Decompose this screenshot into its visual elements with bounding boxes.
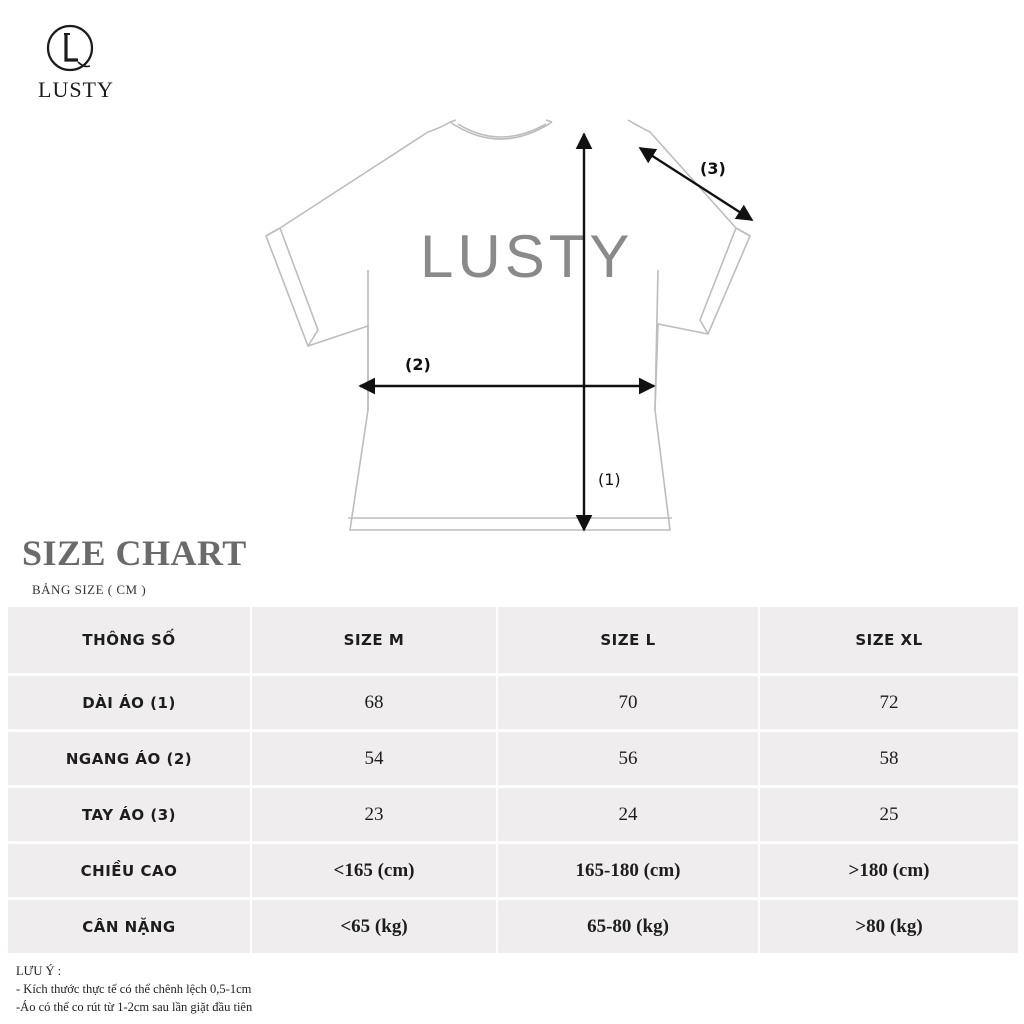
table-cell: <165 (cm) — [252, 844, 496, 897]
table-header-cell: THÔNG SỐ — [8, 607, 250, 673]
label-length: (1) — [598, 470, 621, 489]
table-cell: 68 — [252, 676, 496, 729]
table-header-cell: SIZE L — [498, 607, 758, 673]
table-cell: 54 — [252, 732, 496, 785]
table-cell: 72 — [760, 676, 1018, 729]
table-cell: >180 (cm) — [760, 844, 1018, 897]
label-width: (2) — [405, 355, 431, 374]
table-row-label: CHIỀU CAO — [8, 844, 250, 897]
logo-text: LUSTY — [38, 77, 114, 102]
page-title: SIZE CHART — [22, 533, 247, 573]
table-cell: 25 — [760, 788, 1018, 841]
table-header-cell: SIZE XL — [760, 607, 1018, 673]
table-row-label: DÀI ÁO (1) — [8, 676, 250, 729]
table-cell: >80 (kg) — [760, 900, 1018, 953]
table-cell: 24 — [498, 788, 758, 841]
sleeve-arrow — [640, 148, 752, 220]
page-subtitle: BẢNG SIZE ( CM ) — [32, 582, 147, 597]
notes — [16, 962, 252, 1016]
brand-watermark: LUSTY — [420, 223, 634, 290]
note-line: - Kích thước thực tế có thể chênh lệch 0,5-1cm — [16, 982, 252, 996]
table-cell: 70 — [498, 676, 758, 729]
table-cell: <65 (kg) — [252, 900, 496, 953]
table-row-label: CÂN NẶNG — [8, 900, 250, 953]
notes-heading: LƯU Ý : — [16, 964, 62, 978]
table-cell: 65-80 (kg) — [498, 900, 758, 953]
table-row-label: NGANG ÁO (2) — [8, 732, 250, 785]
table-cell: 23 — [252, 788, 496, 841]
label-sleeve: (3) — [700, 159, 726, 178]
table-header-cell: SIZE M — [252, 607, 496, 673]
size-table — [8, 607, 1016, 953]
table-cell: 56 — [498, 732, 758, 785]
table-cell: 58 — [760, 732, 1018, 785]
note-line: -Áo có thể co rút từ 1-2cm sau lần giặt đầu tiên — [16, 1000, 253, 1014]
table-cell: 165-180 (cm) — [498, 844, 758, 897]
table-row-label: TAY ÁO (3) — [8, 788, 250, 841]
